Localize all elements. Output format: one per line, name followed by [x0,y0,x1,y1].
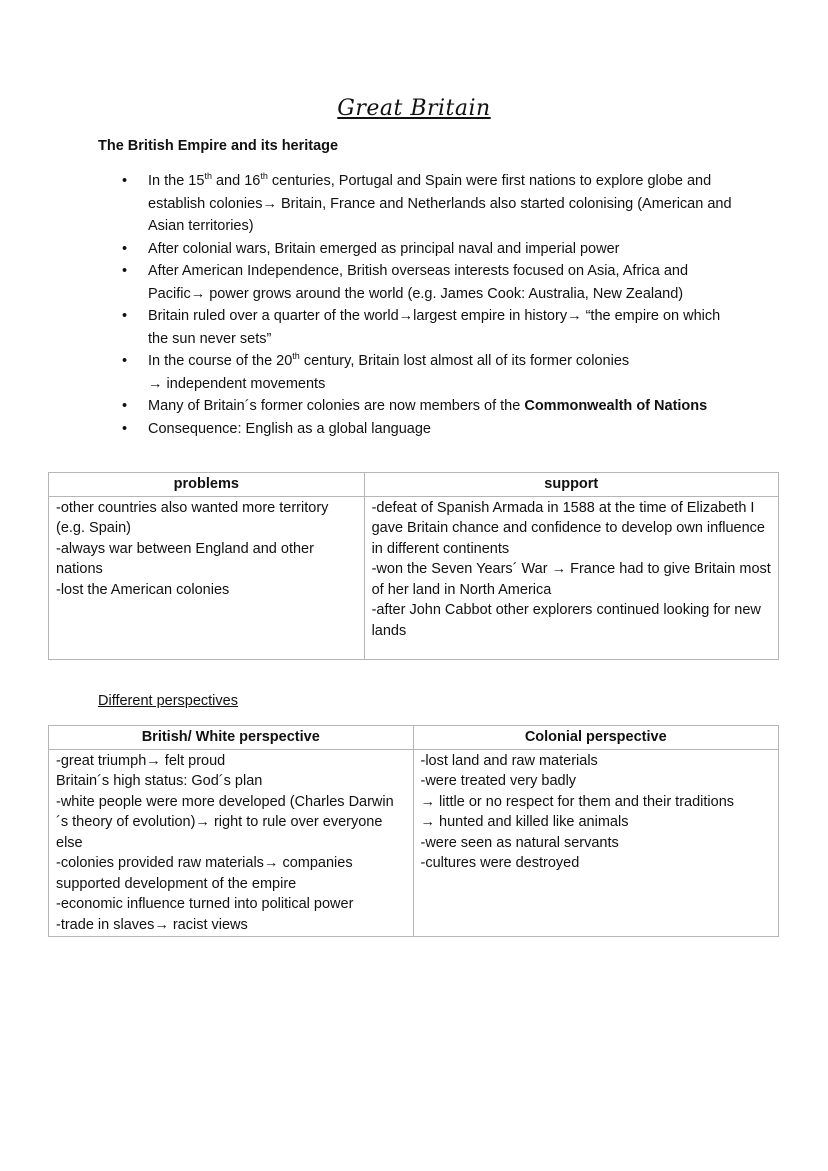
list-item: • Consequence: English as a global language [98,418,738,441]
page-title: Great Britain [337,96,491,121]
bullet-icon: • [122,173,128,189]
bullet-icon: • [122,420,128,437]
support-cell: -defeat of Spanish Armada in 1588 at the time of Elizabeth I gave Britain chance and confidence to develop own influence in different continents -won the Seven Years´ War → France had to give Britain most of her land in North America -after John Cabbot other explorers continued looking for new lands [364,496,778,660]
section-heading: The British Empire and its heritage [98,138,339,154]
list-item: • In the 15th and 16th centuries, Portugal and Spain were first nations to explore globe and establish colonies→ Britain, France and Netherlands also started colonising (American and Asian territories) [122,171,732,234]
perspectives-heading: Different perspectives [98,693,238,709]
list-item: • Britain ruled over a quarter of the world→largest empire in history→ “the empire on which the sun never sets” [98,305,738,350]
list-item: • After American Independence, British overseas interests focused on Asia, Africa and Pacific→ power grows around the world (e.g. James Cook: Australia, New Zealand) [98,260,738,305]
list-item: • Many of Britain´s former colonies are now members of the Commonwealth of Nations [98,395,738,418]
colonial-perspective-header: Colonial perspective [413,726,779,750]
british-perspective-header: British/ White perspective [49,726,414,750]
colonial-perspective-cell: -lost land and raw materials -were treated very badly → little or no respect for them and their traditions → hunted and killed like animals -were seen as natural servants -cultures were destroyed [413,749,779,937]
list-item: • In the course of the 20th century, Britain lost almost all of its former colonies → independent movements [122,351,630,392]
problems-header: problems [49,473,365,497]
problems-support-table [48,472,779,660]
bullet-icon: • [122,240,128,257]
bullet-icon: • [122,308,128,324]
problems-cell: -other countries also wanted more territory (e.g. Spain) -always war between England and other nations -lost the American colonies [49,496,365,660]
bullet-icon: • [122,353,128,369]
british-perspective-cell: -great triumph→ felt proud Britain´s high status: God´s plan -white people were more developed (Charles Darwin´s theory of evolution)→ right to rule over everyone else -colonies provided raw materials→ companies supported development of the empire -economic influence turned into political power -trade in slaves→ racist views [49,749,414,937]
perspectives-table [48,725,779,937]
support-header: support [364,473,778,497]
bullet-icon: • [122,398,128,414]
list-item: • After colonial wars, Britain emerged as principal naval and imperial power [98,238,738,261]
bullet-icon: • [122,263,128,279]
bullet-list [98,170,738,440]
